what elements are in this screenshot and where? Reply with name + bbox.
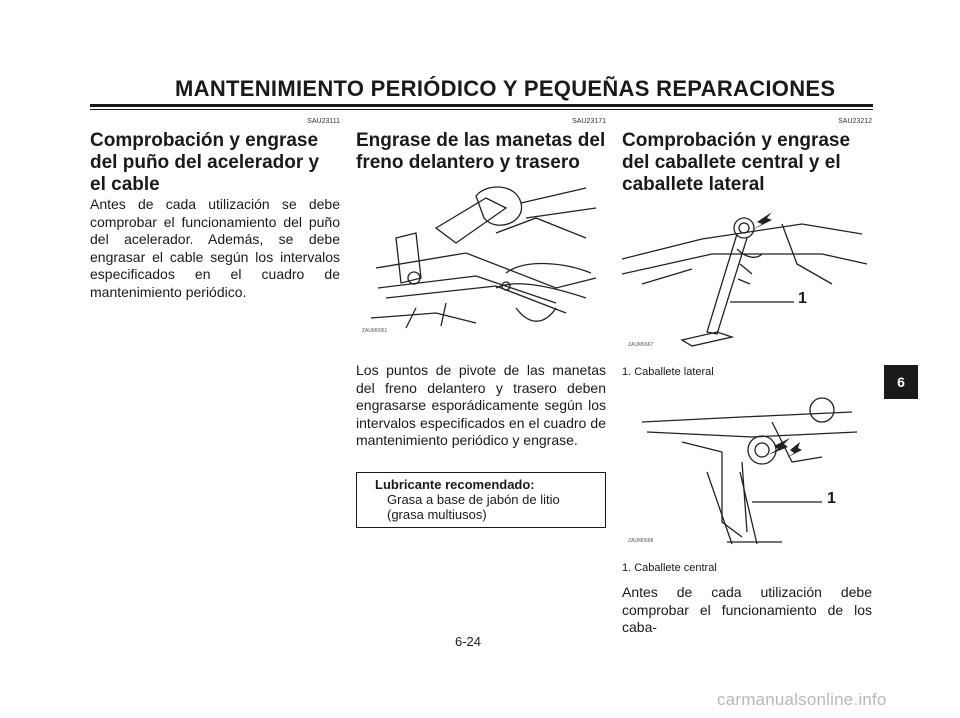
sidestand-figure [622,204,872,354]
figure-caption: 1. Caballete central [622,562,717,574]
section-title: Comprobación y engrase del caballete central y el caballete lateral [622,130,851,195]
lubricant-text: Grasa a base de jabón de litio (grasa multiusos) [387,491,560,522]
figure-callout: 1 [827,490,836,507]
figure-callout: 1 [798,290,807,307]
lubricant-box [356,472,606,528]
section-title: Engrase de las manetas del freno delantero y trasero [356,130,606,173]
section-body: Antes de cada utilización debe comprobar el funcionamiento de los caba- [622,584,872,636]
section-code: SAU23171 [572,118,606,125]
section-code: SAU23212 [838,118,872,125]
centerstand-figure [622,392,872,552]
figure-code: ZAUM0667 [628,342,654,348]
lubricant-title: Lubricante recomendado: [375,476,535,492]
watermark: carmanualsonline.info [717,690,887,709]
column-stands [622,118,872,637]
figure-caption: 1. Caballete lateral [622,366,714,378]
sidestand-illustration [622,204,872,354]
brake-lever-figure [356,178,606,342]
section-body: Antes de cada utilización se debe comprobar el funcionamiento del puño del acelerador. Además, se debe engrasar el cable según los intervalos especificados en el cuadro de mantenimiento periódico. [90,196,340,300]
centerstand-illustration [622,392,872,552]
column-brake-levers [356,118,606,528]
header-rule-thick [90,104,873,107]
page-header-title: MANTENIMIENTO PERIÓDICO Y PEQUEÑAS REPARACIONES [175,76,836,101]
section-code: SAU23111 [307,118,340,125]
figure-code: ZAUM0668 [628,538,654,544]
chapter-tab: 6 [884,365,918,399]
figure-code: ZAUM0061 [362,328,388,334]
section-title: Comprobación y engrase del puño del acelerador y el cable [90,130,320,195]
column-throttle [90,118,340,302]
brake-lever-illustration [356,178,606,342]
header-rule-thin [90,109,873,110]
page-number: 6-24 [455,634,482,649]
section-body: Los puntos de pivote de las manetas del freno delantero y trasero deben engrasarse esporádicamente según los intervalos especificados en el cuadro de mantenimiento periódico y engrase. [356,362,606,449]
